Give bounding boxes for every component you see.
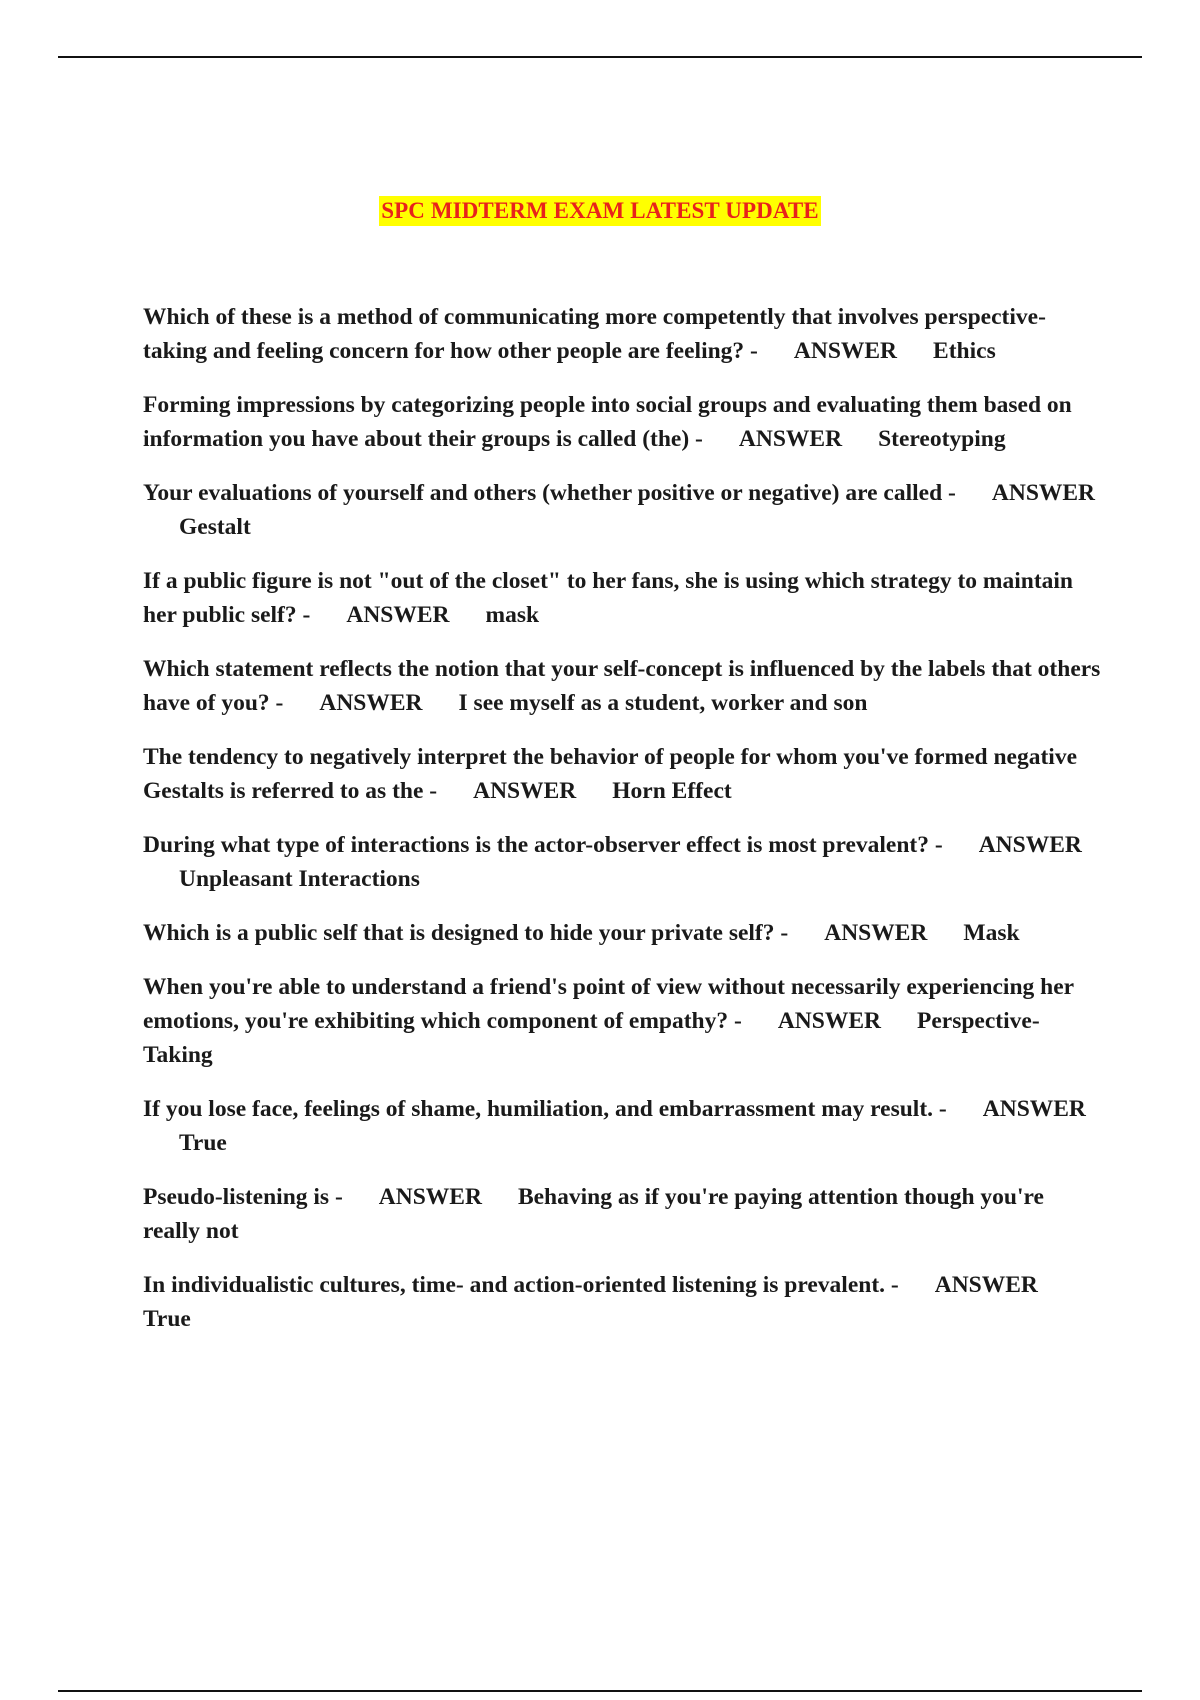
answer-label: ANSWER: [319, 690, 423, 716]
question-text: The tendency to negatively interpret the behavior of people for whom you've formed negative Gestalts is referred to as the -: [143, 744, 1078, 804]
answer-text: Stereotyping: [878, 426, 1006, 452]
answer-text: Horn Effect: [612, 778, 732, 804]
answer-text: Perspective-Taking: [143, 1008, 1040, 1068]
answer-text: True: [143, 1306, 191, 1332]
question-text: Forming impressions by categorizing people into social groups and evaluating them based on information you have about their groups is called (the) -: [143, 392, 1072, 452]
question-text: In individualistic cultures, time- and action-oriented listening is prevalent. -: [143, 1272, 899, 1298]
question-text: Your evaluations of yourself and others (whether positive or negative) are called -: [143, 480, 956, 506]
qa-list: [143, 300, 1103, 1356]
qa-item: [143, 740, 1103, 808]
answer-text: Ethics: [933, 338, 996, 364]
answer-text: Behaving as if you're paying attention though you're really not: [143, 1184, 1044, 1244]
answer-label: ANSWER: [978, 832, 1082, 858]
top-rule: [58, 56, 1142, 58]
qa-item: [143, 1180, 1103, 1248]
answer-label: ANSWER: [346, 602, 450, 628]
question-text: During what type of interactions is the actor-observer effect is most prevalent? -: [143, 832, 943, 858]
answer-label: ANSWER: [738, 426, 843, 452]
answer-label: ANSWER: [378, 1184, 482, 1210]
qa-item: [143, 476, 1103, 544]
qa-item: [143, 652, 1103, 720]
qa-item: [143, 564, 1103, 632]
qa-item: [143, 1268, 1103, 1336]
qa-item: [143, 916, 1103, 950]
qa-item: [143, 300, 1103, 368]
answer-text: Mask: [963, 920, 1020, 946]
answer-label: ANSWER: [982, 1096, 1086, 1122]
question-text: If you lose face, feelings of shame, humiliation, and embarrassment may result. -: [143, 1096, 947, 1122]
answer-text: I see myself as a student, worker and son: [458, 690, 868, 716]
answer-label: ANSWER: [777, 1008, 881, 1034]
answer-label: ANSWER: [991, 480, 1096, 506]
qa-item: [143, 828, 1103, 896]
answer-text: True: [179, 1130, 227, 1156]
answer-label: ANSWER: [934, 1272, 1038, 1298]
answer-label: ANSWER: [793, 338, 898, 364]
question-text: If a public figure is not "out of the closet" to her fans, she is using which strategy to maintain her public self? -: [143, 568, 1074, 628]
document-title: SPC MIDTERM EXAM LATEST UPDATE: [379, 196, 820, 226]
question-text: Pseudo-listening is -: [143, 1184, 343, 1210]
bottom-rule: [58, 1690, 1142, 1692]
answer-label: ANSWER: [473, 778, 577, 804]
qa-item: [143, 388, 1103, 456]
question-text: Which statement reflects the notion that your self-concept is influenced by the labels that others have of you? -: [143, 656, 1101, 716]
answer-label: ANSWER: [824, 920, 928, 946]
answer-text: Unpleasant Interactions: [179, 866, 420, 892]
answer-text: mask: [485, 602, 540, 628]
question-text: Which is a public self that is designed to hide your private self? -: [143, 920, 789, 946]
title-container: [0, 196, 1200, 226]
qa-item: [143, 970, 1103, 1072]
qa-item: [143, 1092, 1103, 1160]
question-text: When you're able to understand a friend's point of view without necessarily experiencing her emotions, you're exhibiting which component of empathy? -: [143, 974, 1074, 1034]
answer-text: Gestalt: [179, 514, 251, 540]
question-text: Which of these is a method of communicating more competently that involves perspective-taking and feeling concern for how other people are feeling? -: [143, 304, 1046, 364]
